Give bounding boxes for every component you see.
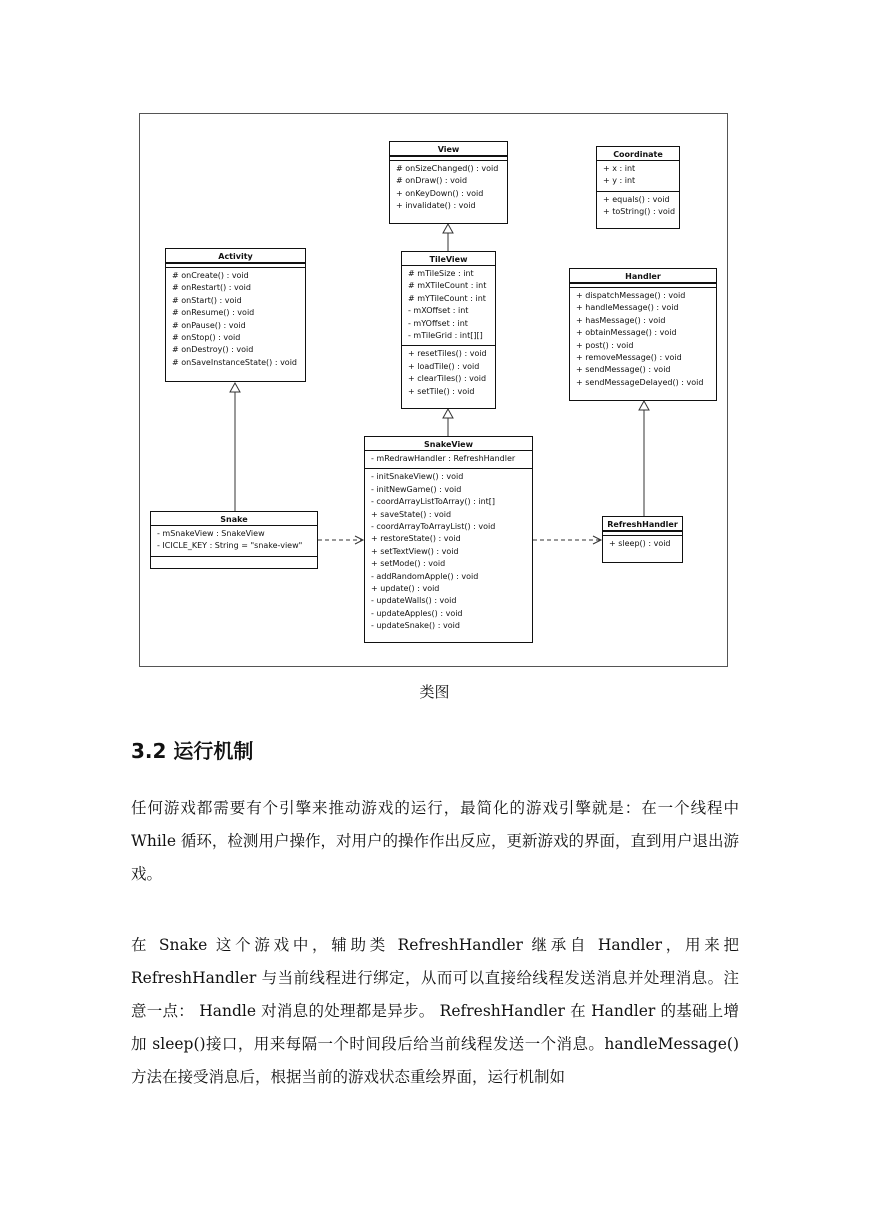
inheritance-arrow-tileview bbox=[443, 409, 453, 418]
class-box-handler bbox=[569, 268, 717, 401]
method-row: # onCreate() : void bbox=[172, 271, 249, 280]
class-name-snake: Snake bbox=[151, 512, 317, 526]
class-box-snake bbox=[150, 511, 318, 569]
method-row: # onRestart() : void bbox=[172, 283, 251, 293]
paragraph: 在 Snake 这个游戏中，辅助类 RefreshHandler 继承自 Handler，用来把 RefreshHandler 与当前线程进行绑定，从而可以直接给线程发送消息并处理消息。注意一点： Handle 对消息的处理都是异步。 RefreshHandler 在 Handler 的基础上增加 sleep()接口，用来每隔一个时间段后给当前线程发送一个消息。handleMessage()方法在接受消息后，根据当前的游戏状态重绘界面，运行机制如 bbox=[131, 936, 739, 1086]
method-row: + equals() : void bbox=[603, 194, 670, 204]
class-name-coordinate: Coordinate bbox=[597, 147, 679, 161]
class-attributes-coordinate bbox=[597, 161, 679, 191]
method-row: + onKeyDown() : void bbox=[396, 188, 484, 198]
method-row: + hasMessage() : void bbox=[576, 315, 666, 325]
inheritance-arrow-handler bbox=[639, 401, 649, 410]
method-row: + toString() : void bbox=[603, 207, 676, 217]
method-row: - coordArrayListToArray() : int[] bbox=[371, 497, 496, 507]
attribute-row: + x : int bbox=[603, 164, 636, 173]
method-row: + setTextView() : void bbox=[371, 546, 459, 556]
method-row: + removeMessage() : void bbox=[576, 353, 682, 363]
class-box-coordinate bbox=[596, 146, 680, 229]
class-box-tileview bbox=[401, 251, 496, 409]
class-name-snakeview: SnakeView bbox=[365, 437, 532, 451]
class-box-snakeview bbox=[364, 436, 533, 643]
class-name-refreshhandler: RefreshHandler bbox=[603, 517, 682, 531]
section-number: 3.2 bbox=[131, 739, 167, 763]
attribute-row: - ICICLE_KEY : String = "snake-view" bbox=[157, 541, 303, 551]
method-row: + loadTile() : void bbox=[408, 361, 480, 371]
method-row: + obtainMessage() : void bbox=[576, 328, 677, 338]
method-row: + dispatchMessage() : void bbox=[576, 291, 686, 300]
class-methods-snakeview bbox=[365, 468, 532, 635]
method-row: - initNewGame() : void bbox=[371, 484, 462, 494]
method-row: + post() : void bbox=[576, 340, 634, 350]
method-row: # onStop() : void bbox=[172, 333, 241, 343]
method-row: + saveState() : void bbox=[371, 509, 452, 519]
method-row: + invalidate() : void bbox=[396, 201, 476, 211]
paragraph: 任何游戏都需要有个引擎来推动游戏的运行，最简化的游戏引擎就是：在一个线程中 While 循环，检测用户操作，对用户的操作作出反应，更新游戏的界面，直到用户退出游戏。 bbox=[131, 799, 739, 883]
method-row: + handleMessage() : void bbox=[576, 303, 679, 313]
method-row: - initSnakeView() : void bbox=[371, 472, 464, 482]
method-row: - updateSnake() : void bbox=[371, 621, 460, 631]
method-row: + setTile() : void bbox=[408, 386, 475, 396]
class-methods-view bbox=[390, 160, 507, 216]
class-attributes-snake bbox=[151, 526, 317, 556]
method-row: + sendMessage() : void bbox=[576, 365, 671, 375]
class-box-activity bbox=[165, 248, 306, 382]
attribute-row: - mSnakeView : SnakeView bbox=[157, 529, 265, 538]
method-row: - updateApples() : void bbox=[371, 608, 463, 618]
class-box-view bbox=[389, 141, 508, 224]
attribute-row: - mYOffset : int bbox=[408, 318, 468, 328]
method-row: + update() : void bbox=[371, 584, 440, 594]
class-methods-tileview bbox=[402, 345, 495, 401]
class-methods-coordinate bbox=[597, 191, 679, 222]
attribute-row: + y : int bbox=[603, 176, 636, 186]
attribute-row: # mTileSize : int bbox=[408, 269, 474, 278]
method-row: # onPause() : void bbox=[172, 320, 246, 330]
class-name-handler: Handler bbox=[570, 269, 716, 283]
class-box-refreshhandler bbox=[602, 516, 683, 563]
class-name-activity: Activity bbox=[166, 249, 305, 263]
method-row: - updateWalls() : void bbox=[371, 596, 457, 606]
class-attributes-tileview bbox=[402, 266, 495, 345]
inheritance-arrow-activity bbox=[230, 383, 240, 392]
method-row: # onStart() : void bbox=[172, 295, 242, 305]
section-title: 运行机制 bbox=[173, 739, 254, 763]
method-row: + resetTiles() : void bbox=[408, 349, 487, 359]
inheritance-arrow-view bbox=[443, 224, 453, 233]
class-methods-snake bbox=[151, 556, 317, 560]
attribute-row: - mRedrawHandler : RefreshHandler bbox=[371, 454, 516, 463]
class-name-view: View bbox=[390, 142, 507, 156]
method-row: # onDestroy() : void bbox=[172, 345, 254, 355]
method-row: # onResume() : void bbox=[172, 308, 255, 318]
method-row: + restoreState() : void bbox=[371, 534, 461, 544]
method-row: + clearTiles() : void bbox=[408, 374, 487, 384]
method-row: # onSizeChanged() : void bbox=[396, 164, 499, 173]
class-methods-refreshhandler bbox=[603, 535, 682, 553]
attribute-row: # mYTileCount : int bbox=[408, 293, 486, 303]
class-methods-handler bbox=[570, 287, 716, 392]
attribute-row: - mXOffset : int bbox=[408, 306, 469, 316]
figure-caption: 类图 bbox=[419, 683, 450, 701]
method-row: + sleep() : void bbox=[609, 539, 671, 548]
method-row: + sendMessageDelayed() : void bbox=[576, 377, 704, 387]
method-row: - addRandomApple() : void bbox=[371, 571, 479, 581]
class-attributes-snakeview bbox=[365, 451, 532, 468]
method-row: + setMode() : void bbox=[371, 559, 446, 569]
class-name-tileview: TileView bbox=[402, 252, 495, 266]
method-row: - coordArrayToArrayList() : void bbox=[371, 522, 496, 532]
class-methods-activity bbox=[166, 267, 305, 372]
method-row: # onDraw() : void bbox=[396, 176, 468, 186]
method-row: # onSaveInstanceState() : void bbox=[172, 357, 298, 367]
section-heading bbox=[131, 735, 253, 764]
attribute-row: # mXTileCount : int bbox=[408, 281, 487, 291]
attribute-row: - mTileGrid : int[][] bbox=[408, 331, 483, 341]
